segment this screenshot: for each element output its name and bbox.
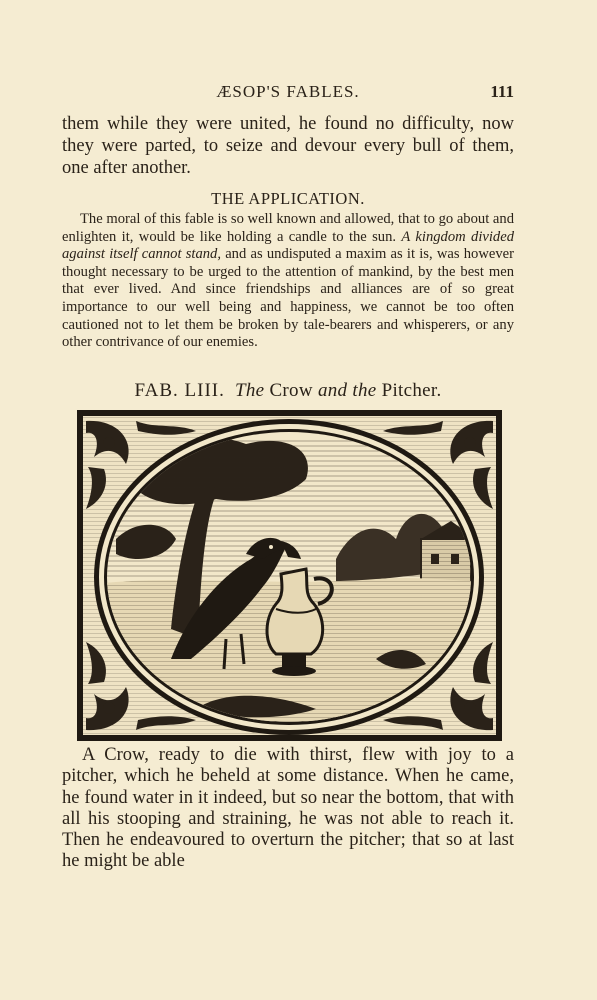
woodcut-illustration	[76, 409, 503, 742]
fable-title-crow: Crow	[269, 380, 313, 401]
page-number: 111	[490, 82, 514, 101]
running-head	[62, 82, 514, 102]
fable-story-paragraph: A Crow, ready to die with thirst, flew with joy to a pitcher, which he beheld at some distance. When he came, he found water in it indeed, but so near the bottom, that with all his stooping and straining, he was not able to reach it. Then he endeavoured to overturn the pitcher; that so at last he might be able	[62, 745, 514, 872]
fable-title-and: and	[317, 380, 348, 401]
fable-title	[62, 380, 514, 402]
fable-title-the-2: the	[352, 380, 377, 401]
application-text-2: and as undisputed a maxim as it is, was however thought necessary to be urged to the attention of mankind, by the best men that ever lived. And since friendships and alliances are of so great importance to our well being and happiness, we cannot be too often cautioned not to let them be broken by tale-bearers and whisperers, or any other contrivance of our enemies.	[62, 246, 514, 351]
fable-number: FAB. LIII.	[134, 380, 225, 401]
application-paragraph	[62, 211, 514, 352]
application-text-1: The moral of this fable is so well known and allowed, that to go about and enlighten it, would be like holding a candle to the sun.	[62, 211, 514, 245]
continued-paragraph: them while they were united, he found no difficulty, now they were parted, to seize and devour every bull of them, one after another.	[62, 114, 514, 178]
application-italic-maxim: A kingdom divided against itself cannot stand,	[62, 228, 514, 263]
fable-title-pitcher: Pitcher.	[381, 380, 442, 401]
running-title: ÆSOP'S FABLES.	[216, 82, 360, 101]
application-heading: THE APPLICATION.	[211, 189, 365, 208]
fable-title-the: The	[234, 380, 265, 401]
